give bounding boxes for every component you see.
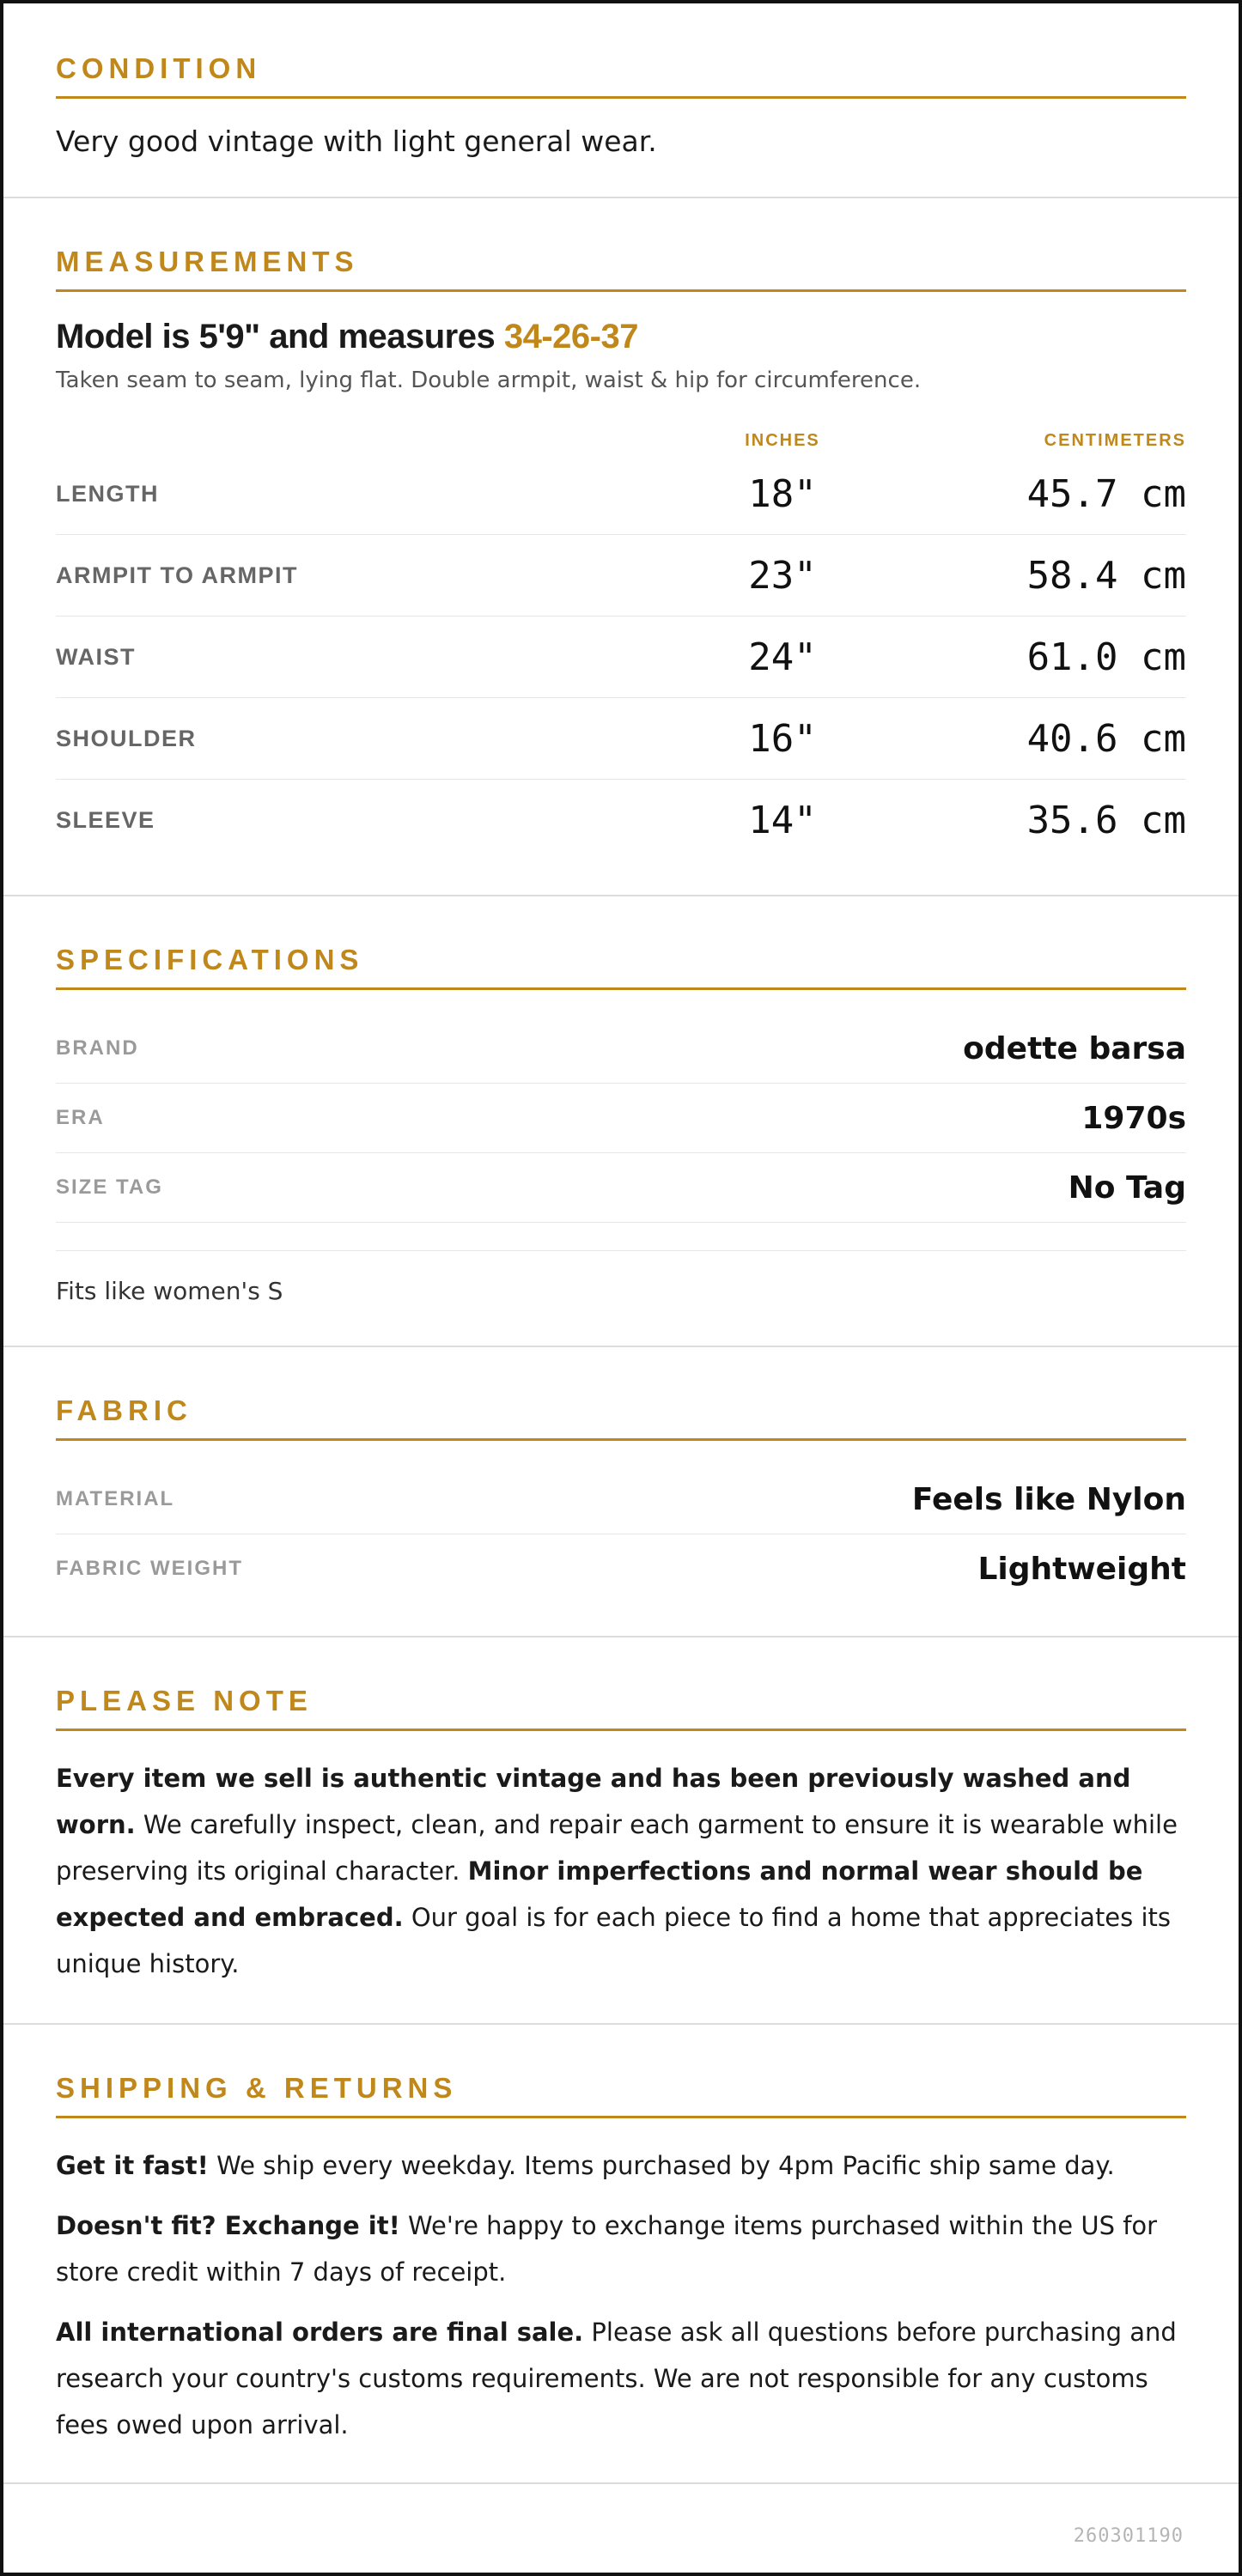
- spec-value: odette barsa: [963, 1030, 1186, 1066]
- measurement-cm: 35.6 cm: [1026, 798, 1186, 842]
- item-id: 260301190: [1073, 2525, 1184, 2547]
- fabric-row-weight: [56, 1534, 1186, 1603]
- fabric-row-material: [56, 1465, 1186, 1534]
- measurements-section: [3, 198, 1239, 896]
- measurement-cm: 40.6 cm: [1026, 716, 1186, 761]
- measurement-inches: 14": [748, 798, 817, 842]
- spec-key: ERA: [56, 1106, 105, 1129]
- measurement-label: SLEEVE: [56, 806, 155, 833]
- shipping-p1-bold: Get it fast!: [56, 2151, 209, 2180]
- note-bold-1: Every item we sell is authentic vintage and has been previously washed and worn.: [56, 1764, 1131, 1839]
- note-text-1: We carefully inspect, clean, and repair each garment to ensure it is wearable while preserving its original character.: [56, 1810, 1178, 1886]
- condition-section: [3, 3, 1239, 198]
- measurement-cm: 58.4 cm: [1026, 553, 1186, 598]
- measurement-inches: 23": [748, 553, 817, 598]
- note-text-2: Our goal is for each piece to find a home that appreciates its unique history.: [56, 1903, 1172, 1978]
- measurement-label: SHOULDER: [56, 725, 197, 751]
- specifications-section: [3, 896, 1239, 1347]
- measurement-label: LENGTH: [56, 480, 159, 507]
- spec-key: BRAND: [56, 1036, 139, 1060]
- spec-row-size-tag: [56, 1153, 1186, 1223]
- inches-column-header: INCHES: [745, 430, 820, 450]
- model-prefix: Model is 5'9" and measures: [56, 318, 504, 355]
- specifications-list: [56, 1014, 1186, 1223]
- spec-key: SIZE TAG: [56, 1176, 163, 1199]
- fabric-value: Lightweight: [977, 1551, 1186, 1587]
- measurement-row: [56, 535, 1186, 617]
- measurement-inches: 16": [748, 716, 817, 761]
- fabric-list: [56, 1465, 1186, 1603]
- shipping-returns-section: [3, 2025, 1239, 2484]
- fabric-key: FABRIC WEIGHT: [56, 1557, 243, 1580]
- measurement-note: Taken seam to seam, lying flat. Double armpit, waist & hip for circumference.: [56, 368, 922, 393]
- measurement-cm: 61.0 cm: [1026, 635, 1186, 679]
- international-note: [56, 2309, 1186, 2448]
- specifications-heading: SPECIFICATIONS: [56, 943, 1186, 990]
- spec-row-era: [56, 1084, 1186, 1153]
- please-note-section: [3, 1637, 1239, 2025]
- fit-note: Fits like women's S: [56, 1250, 1186, 1308]
- shipping-p3-bold: All international orders are final sale.: [56, 2318, 584, 2347]
- please-note-heading: PLEASE NOTE: [56, 1684, 1186, 1731]
- measurement-table: [56, 453, 1186, 860]
- measurements-heading: MEASUREMENTS: [56, 245, 1186, 292]
- shipping-p2-bold: Doesn't fit? Exchange it!: [56, 2211, 400, 2240]
- authenticity-note: [56, 1755, 1186, 1987]
- fabric-value: Feels like Nylon: [911, 1481, 1186, 1517]
- measurement-row: [56, 453, 1186, 535]
- condition-heading: CONDITION: [56, 52, 1186, 99]
- shipping-p1-text: We ship every weekday. Items purchased by 4pm Pacific ship same day.: [208, 2151, 1115, 2180]
- shipping-speed-note: [56, 2142, 1186, 2189]
- measurement-row: [56, 698, 1186, 780]
- measurement-inches: 24": [748, 635, 817, 679]
- note-bold-2: Minor imperfections and normal wear should be expected and embraced.: [56, 1856, 1143, 1932]
- condition-text: Very good vintage with light general wear.: [56, 125, 657, 158]
- spec-value: 1970s: [1081, 1100, 1186, 1136]
- shipping-p3-text: Please ask all questions before purchasing and research your country's customs requirements. We are not responsible for any customs fees owed upon arrival.: [56, 2318, 1177, 2439]
- shipping-p2-text: We're happy to exchange items purchased within the US for store credit within 7 days of receipt.: [56, 2211, 1158, 2287]
- measurement-inches: 18": [748, 471, 817, 516]
- fabric-heading: FABRIC: [56, 1394, 1186, 1441]
- model-measurements: [56, 316, 1186, 357]
- centimeters-column-header: CENTIMETERS: [1044, 430, 1186, 450]
- fabric-section: [3, 1347, 1239, 1637]
- exchange-note: [56, 2202, 1186, 2295]
- spec-row-brand: [56, 1014, 1186, 1084]
- measurement-column-headers: [56, 428, 1186, 453]
- measurement-label: WAIST: [56, 643, 136, 670]
- model-measures-value: 34-26-37: [503, 318, 638, 355]
- fabric-key: MATERIAL: [56, 1487, 175, 1510]
- shipping-returns-heading: SHIPPING & RETURNS: [56, 2071, 1186, 2118]
- spec-value: No Tag: [1068, 1170, 1186, 1206]
- measurement-row: [56, 617, 1186, 698]
- measurement-cm: 45.7 cm: [1026, 471, 1186, 516]
- measurement-label: ARMPIT TO ARMPIT: [56, 562, 298, 588]
- measurement-row: [56, 780, 1186, 860]
